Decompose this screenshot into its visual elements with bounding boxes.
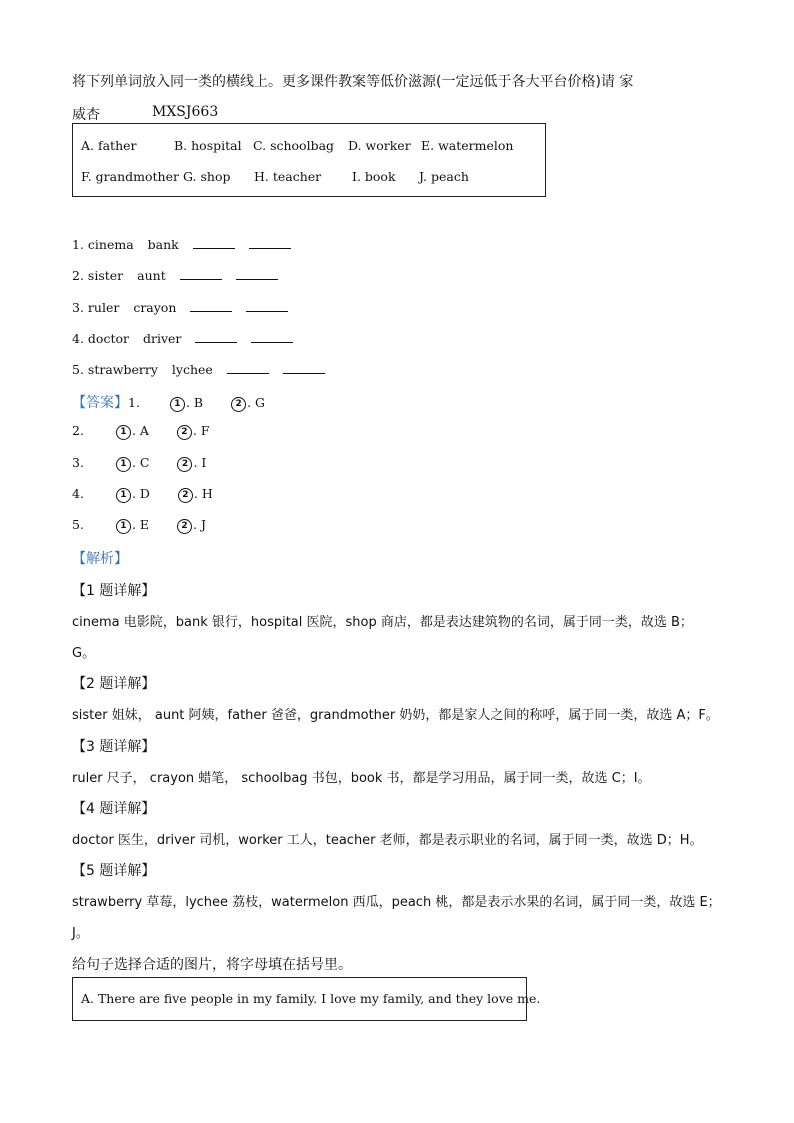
word-h: H. teacher	[254, 169, 322, 184]
question-1: 1. cinema bank	[72, 237, 291, 252]
answer-row-3: 3. 1 . C 2 . I	[72, 455, 207, 470]
detail-5-line-2: J。	[72, 926, 89, 941]
detail-4-line-1: doctor 医生，driver 司机，worker 工人，teacher 老师，都是表示职业的名词，属于同一类，故选 D；H。	[72, 833, 703, 848]
analysis-label: 【解析】	[72, 551, 128, 567]
detail-1-line-2: G。	[72, 646, 96, 661]
word-c: C. schoolbag	[253, 138, 335, 153]
circle-2-icon: 2	[231, 397, 246, 412]
answer-row-4: 4. 1 . D 2 . H	[72, 486, 213, 501]
detail-5-line-1: strawberry 草莓，lychee 荔枝，watermelon 西瓜，peach 桃，都是表示水果的名词，属于同一类，故选 E；	[72, 895, 721, 910]
word-g: G. shop	[183, 169, 231, 184]
circle-1-icon: 1	[116, 457, 131, 472]
word-i: I. book	[352, 169, 396, 184]
answer-blank[interactable]	[283, 363, 325, 374]
word-box	[72, 123, 546, 197]
circle-2-icon: 2	[177, 519, 192, 534]
answer-blank[interactable]	[190, 301, 232, 312]
next-instruction: 给句子选择合适的图片，将字母填在括号里。	[72, 957, 352, 973]
instruction-line-1: 将下列单词放入同一类的横线上。更多课件教案等低价滋源(一定远低于各大平台价格)请 家	[72, 74, 634, 90]
detail-5-title: 【5 题详解】	[72, 863, 156, 879]
circle-1-icon: 1	[170, 397, 185, 412]
word-d: D. worker	[348, 138, 411, 153]
word-j: J. peach	[419, 169, 469, 184]
answer-blank[interactable]	[251, 332, 293, 343]
answer-row-5: 5. 1 . E 2 . J	[72, 517, 206, 532]
answer-blank[interactable]	[227, 363, 269, 374]
answer-blank[interactable]	[193, 238, 235, 249]
detail-1-title: 【1 题详解】	[72, 583, 156, 599]
answer-blank[interactable]	[236, 269, 278, 280]
circle-1-icon: 1	[116, 425, 131, 440]
instruction-code: MXSJ663	[152, 104, 219, 120]
word-e: E. watermelon	[421, 138, 514, 153]
word-f: F. grandmother	[81, 169, 179, 184]
next-sentence-text: A. There are five people in my family. I love my family, and they love me.	[81, 991, 541, 1006]
answer-blank[interactable]	[195, 332, 237, 343]
circle-2-icon: 2	[177, 425, 192, 440]
circle-2-icon: 2	[178, 488, 193, 503]
circle-1-icon: 1	[116, 488, 131, 503]
detail-1-line-1: cinema 电影院，bank 银行，hospital 医院，shop 商店，都是表达建筑物的名词，属于同一类，故选 B；	[72, 615, 693, 630]
detail-2-line-1: sister 姐妹， aunt 阿姨，father 爸爸，grandmother 奶奶，都是家人之间的称呼，属于同一类，故选 A；F。	[72, 708, 719, 723]
answer-row-1: 【答案】1. 1 . B 2 . G	[72, 395, 266, 411]
answer-row-2: 2. 1 . A 2 . F	[72, 423, 210, 438]
circle-1-icon: 1	[116, 519, 131, 534]
word-b: B. hospital	[174, 138, 242, 153]
question-3: 3. ruler crayon	[72, 300, 288, 315]
detail-3-line-1: ruler 尺子， crayon 蜡笔， schoolbag 书包，book 书，都是学习用品，属于同一类，故选 C；I。	[72, 771, 651, 786]
answer-blank[interactable]	[246, 301, 288, 312]
instruction-line-2a: 威杏	[72, 107, 100, 123]
detail-3-title: 【3 题详解】	[72, 739, 156, 755]
answer-blank[interactable]	[180, 269, 222, 280]
answer-label: 【答案】	[72, 395, 128, 411]
word-a: A. father	[81, 138, 137, 153]
question-4: 4. doctor driver	[72, 331, 293, 346]
question-2: 2. sister aunt	[72, 268, 278, 283]
question-5: 5. strawberry lychee	[72, 362, 325, 377]
circle-2-icon: 2	[177, 457, 192, 472]
detail-2-title: 【2 题详解】	[72, 676, 156, 692]
detail-4-title: 【4 题详解】	[72, 801, 156, 817]
answer-blank[interactable]	[249, 238, 291, 249]
